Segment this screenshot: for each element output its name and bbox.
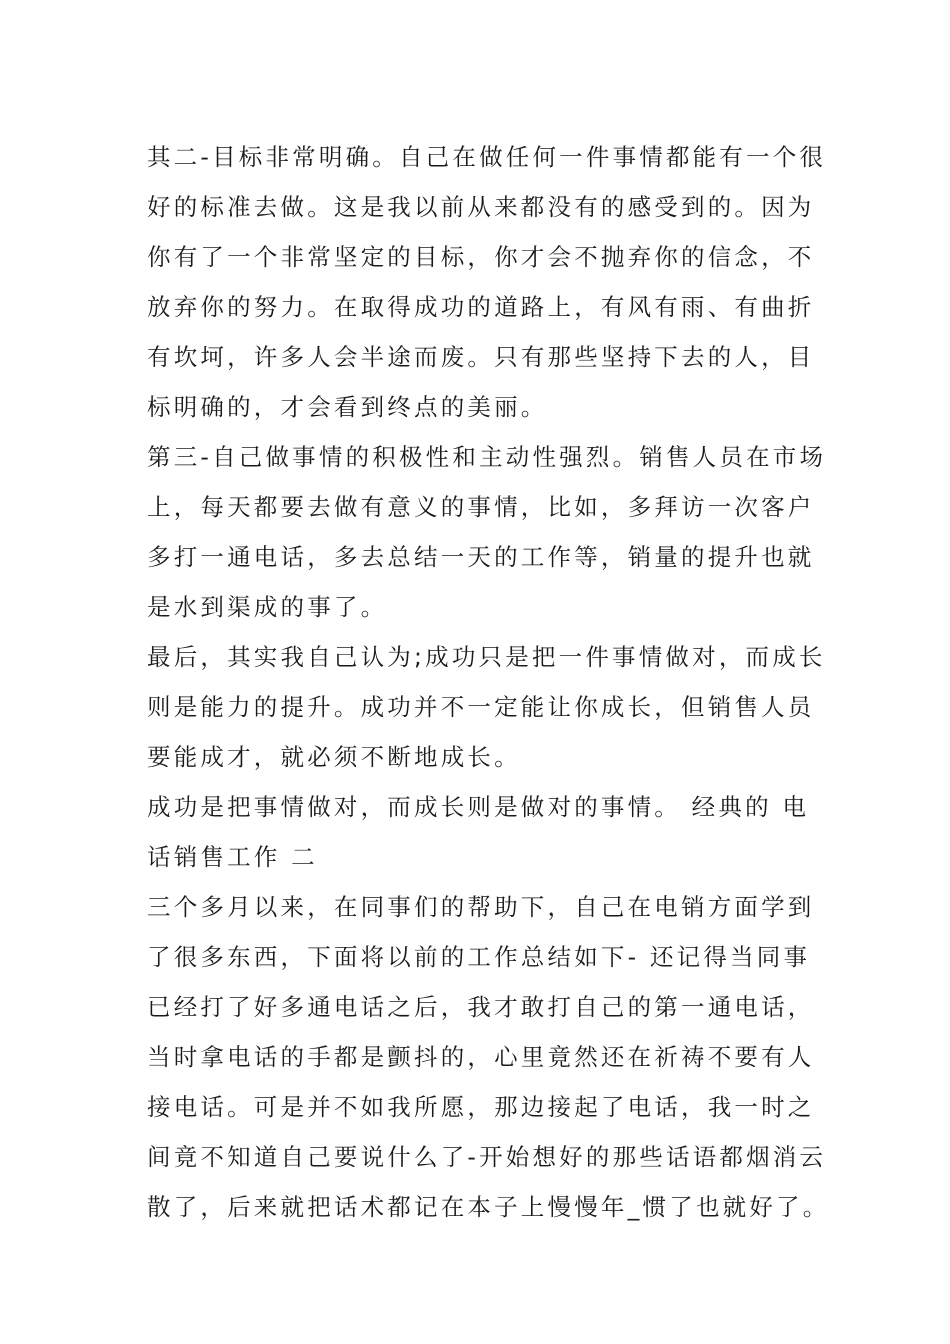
text-line: 散了，后来就把话术都记在本子上慢慢年_惯了也就好了。 [147, 1193, 830, 1221]
text-line: 有坎坷，许多人会半途而废。只有那些坚持下去的人，目 [147, 343, 815, 371]
text-line: 多打一通电话，多去总结一天的工作等，销量的提升也就 [147, 543, 815, 571]
text-line: 了很多东西，下面将以前的工作总结如下- 还记得当同事 [147, 943, 811, 971]
text-line: 放弃你的努力。在取得成功的道路上，有风有雨、有曲折 [147, 293, 815, 321]
text-line: 是水到渠成的事了。 [147, 593, 388, 621]
text-line: 要能成才，就必须不断地成长。 [147, 743, 521, 771]
text-line: 其二-目标非常明确。自己在做任何一件事情都能有一个很 [147, 143, 827, 171]
text-line: 你有了一个非常坚定的目标，你才会不抛弃你的信念，不 [147, 243, 815, 271]
text-line: 第三-自己做事情的积极性和主动性强烈。销售人员在市场 [147, 443, 827, 471]
text-line: 三个多月以来，在同事们的帮助下，自己在电销方面学到 [147, 893, 815, 921]
text-line: 已经打了好多通电话之后，我才敢打自己的第一通电话， [147, 993, 815, 1021]
text-line: 当时拿电话的手都是颤抖的，心里竟然还在祈祷不要有人 [147, 1043, 815, 1071]
text-line: 标明确的，才会看到终点的美丽。 [147, 393, 548, 421]
text-line: 成功是把事情做对，而成长则是做对的事情。 经典的 电 [147, 793, 810, 821]
text-line: 最后，其实我自己认为;成功只是把一件事情做对，而成长 [147, 643, 826, 671]
text-line: 话销售工作 二 [147, 843, 318, 871]
body-text [147, 132, 830, 1232]
text-line: 则是能力的提升。成功并不一定能让你成长，但销售人员 [147, 693, 815, 721]
text-line: 接电话。可是并不如我所愿，那边接起了电话，我一时之 [147, 1093, 815, 1121]
text-line: 好的标准去做。这是我以前从来都没有的感受到的。因为 [147, 193, 815, 221]
text-line: 间竟不知道自己要说什么了-开始想好的那些话语都烟消云 [147, 1143, 827, 1171]
text-line: 上，每天都要去做有意义的事情，比如，多拜访一次客户 [147, 493, 815, 521]
